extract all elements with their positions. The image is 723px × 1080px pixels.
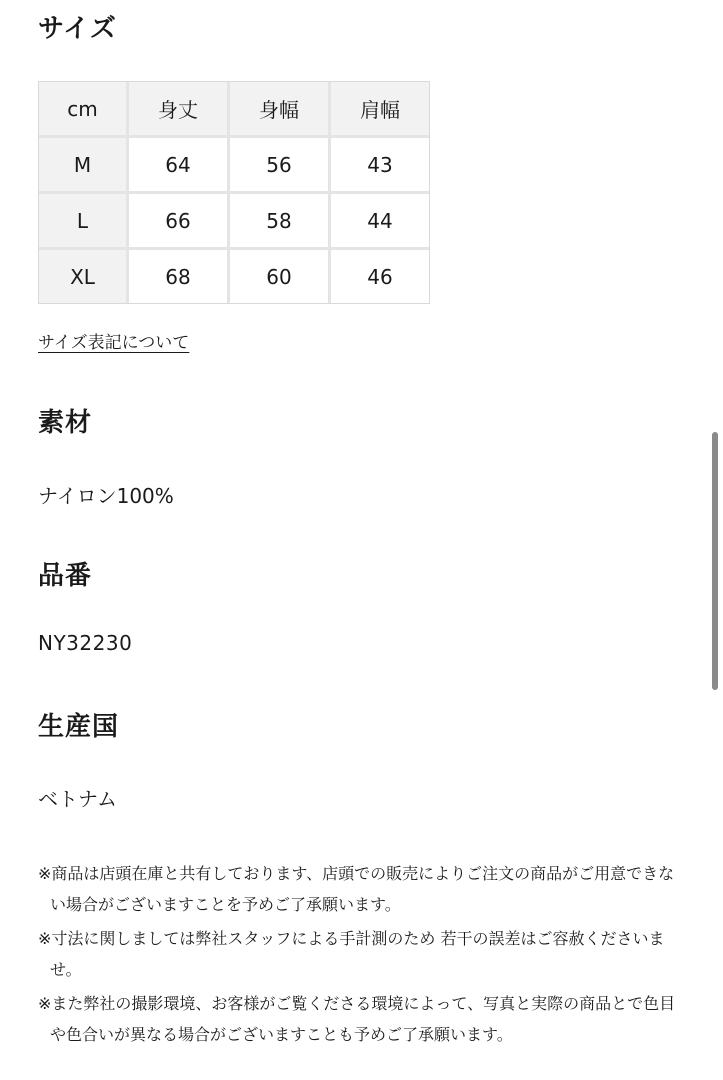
country-of-origin-title: 生産国 (38, 712, 120, 742)
table-row (39, 194, 429, 250)
table-cell: 68 (129, 250, 230, 303)
country-of-origin-value: ベトナム (38, 787, 117, 811)
disclaimer-note-stock: ※商品は店頭在庫と共有しております、店頭での販売によりご注文の商品がご用意できない場合がございますことを予めご了承願います。 (38, 864, 675, 914)
disclaimer-note-measurement: ※寸法に関しましては弊社スタッフによる手計測のため 若干の誤差はご容赦くださいませ。 (38, 929, 665, 979)
table-row (39, 250, 429, 303)
product-code-value: NY32230 (38, 631, 133, 655)
size-table (38, 81, 430, 304)
size-section-title: サイズ (38, 14, 117, 44)
table-cell: 43 (331, 138, 429, 194)
table-cell: 46 (367, 264, 393, 289)
disclaimer-notes (38, 858, 688, 1053)
size-label: XL (39, 250, 129, 303)
material-value: ナイロン100% (38, 484, 174, 508)
table-row (39, 138, 429, 194)
product-code-title: 品番 (38, 561, 93, 591)
size-label: L (39, 194, 129, 250)
table-cell: 64 (129, 138, 230, 194)
size-label: M (39, 138, 129, 194)
size-table-header-width: 身幅 (230, 82, 331, 138)
scrollbar-thumb[interactable] (712, 432, 718, 690)
table-cell: 44 (331, 194, 429, 250)
table-cell: 60 (230, 250, 331, 303)
size-table-header-shoulder: 肩幅 (331, 82, 429, 138)
table-cell: 66 (129, 194, 230, 250)
table-cell: 56 (230, 138, 331, 194)
material-section-title: 素材 (38, 408, 93, 438)
table-cell: 58 (230, 194, 331, 250)
size-table-header-length: 身丈 (129, 82, 230, 138)
size-table-header-row (39, 82, 429, 138)
size-notation-link[interactable]: サイズ表記について (38, 333, 190, 353)
disclaimer-note-color: ※また弊社の撮影環境、お客様がご覧くださる環境によって、写真と実際の商品とで色目や色合いが異なる場合がございますことも予めご了承願います。 (38, 994, 676, 1044)
size-table-header-unit: cm (39, 82, 129, 138)
